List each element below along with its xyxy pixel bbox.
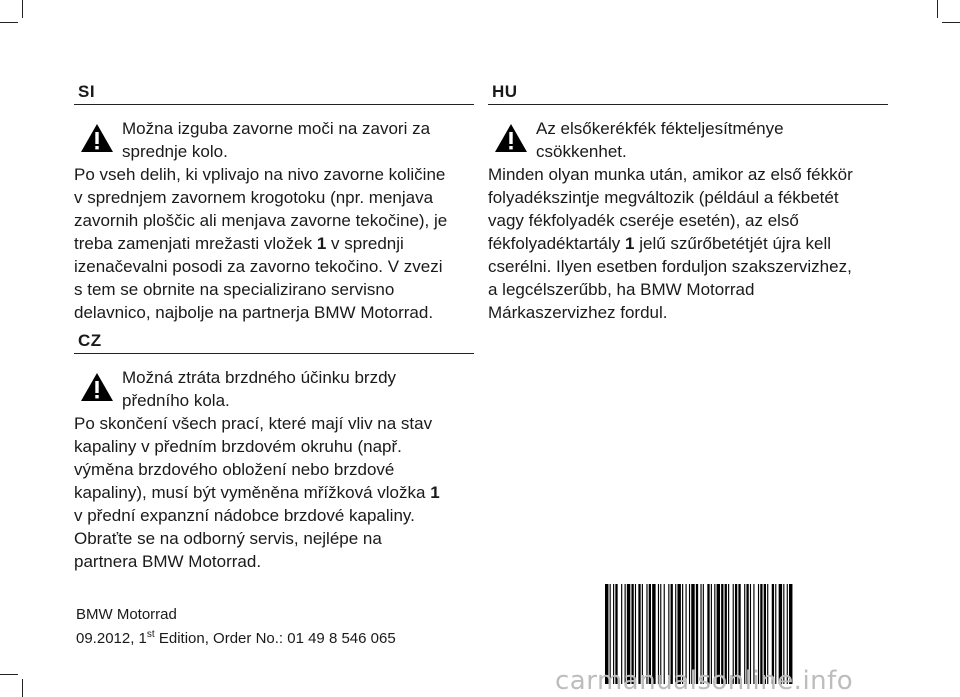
warning-text: csökkenhet. [536, 142, 627, 161]
crop-mark [0, 674, 18, 675]
body-text: Po vseh delih, ki vplivajo na nivo zavorne količine v sprednjem zavornem krogotoku (npr. menjava zavornih ploščic ali menjava zavorne tekočine), je treba zamenjati mrežasti vložek 1 v sprednji izenačevalni posodi za zavorno tekočino. V zvezi s tem se obrnite na specializirano servisno delavnico, najbolje na partnerja BMW Motorrad. [74, 165, 448, 322]
warning-block [74, 117, 474, 163]
section-hu [488, 80, 888, 324]
section-title: CZ [78, 331, 102, 350]
warning-text: sprednje kolo. [122, 142, 228, 161]
section-si [74, 80, 474, 324]
warning-text: předního kola. [122, 391, 230, 410]
warning-text: Az elsőkerékfék fékteljesítménye [536, 119, 784, 138]
warning-triangle-icon [80, 372, 114, 402]
section-title: HU [492, 82, 518, 101]
warning-triangle-icon [494, 123, 528, 153]
reference-number: 1 [316, 234, 327, 253]
warning-text: Možna izguba zavorne moči na zavori za [122, 119, 431, 138]
reference-number: 1 [430, 483, 440, 502]
footer [76, 605, 396, 649]
crop-mark [0, 22, 18, 23]
divider [74, 353, 474, 354]
warning-text: Možná ztráta brzdného účinku brzdy [122, 368, 397, 387]
edition-info: 09.2012, 1st Edition, Order No.: 01 49 8 546 065 [76, 629, 396, 647]
warning-triangle-icon [80, 123, 114, 153]
body-text: Po skončení všech prací, které mají vliv na stav kapaliny v předním brzdovém okruhu (např. výměna brzdového obložení nebo brzdové kapaliny), musí být vyměněna mřížková vložka 1 v přední expanzní nádobce brzdové kapaliny. Obraťte se na odborný servis, nejlépe na partnera BMW Motorrad. [74, 414, 440, 571]
section-title: SI [78, 82, 96, 101]
crop-mark [22, 679, 23, 697]
brand-name: BMW Motorrad [76, 606, 177, 623]
warning-block [488, 117, 888, 163]
body-text: Minden olyan munka után, amikor az első fékkör folyadékszintje megváltozik (például a fékbetét vagy fékfolyadék cseréje esetén), az első fékfolyadéktartály 1 jelű szűrőbetétjét újra kell cserélni. Ilyen esetben forduljon szakszervizhez, a legcélszerűbb, ha BMW Motorrad Márkaszervizhez fordul. [488, 165, 853, 322]
crop-mark [937, 0, 938, 18]
divider [488, 104, 888, 105]
crop-mark [22, 0, 23, 18]
reference-number: 1 [625, 234, 635, 253]
section-cz [74, 329, 474, 573]
warning-block [74, 366, 474, 412]
divider [74, 104, 474, 105]
crop-mark [942, 22, 960, 23]
watermark: carmanualsonline.info [555, 666, 854, 696]
